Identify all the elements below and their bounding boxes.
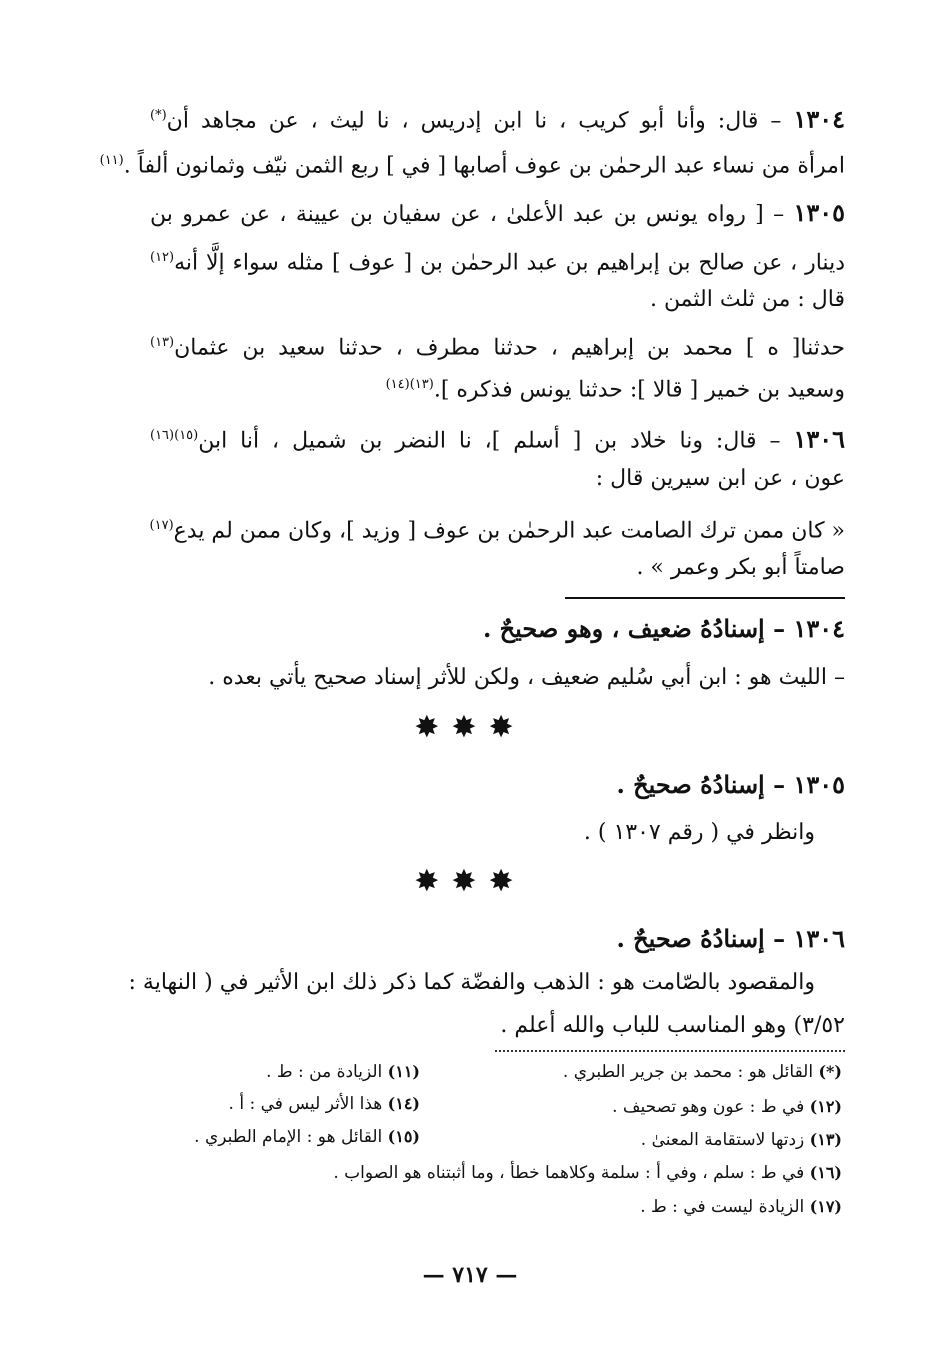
- footnote-text: القائل هو : محمد بن جرير الطبري .: [562, 1062, 814, 1082]
- text-line: [150, 370, 845, 405]
- footnote-text: هذا الأثر ليس في : أ .: [228, 1094, 383, 1114]
- text-run: امرأة من نساء عبد الرحمٰن بن عوف أصابها [ في ] ربع الثمن نيّف وثمانون ألفاً .: [123, 153, 845, 179]
- text-run: – قال: ونا خلاد بن [ أسلم ]، نا النضر بن شميل ، أنا ابن: [198, 428, 781, 454]
- footnote-ref: (١٦): [150, 428, 175, 443]
- footnote-number: (١٤): [387, 1094, 420, 1113]
- hadith-number: ١٣٠٥: [793, 770, 845, 799]
- star-separator: ✸✸✸: [414, 864, 526, 899]
- text-line: [150, 198, 845, 230]
- footnote-ref: (*): [150, 108, 167, 123]
- text-line: [150, 1011, 845, 1041]
- star-separator: ✸✸✸: [414, 710, 526, 745]
- footnote: [641, 1128, 842, 1152]
- footnote: [229, 1092, 420, 1116]
- text-line: [128, 968, 815, 998]
- text-run: وانظر في ( رقم ١٣٠٧ ) .: [583, 820, 815, 845]
- text-run: – الليث هو : ابن أبي سُليم ضعيف ، ولكن للأثر إسناد صحيح يأتي بعده .: [208, 665, 845, 690]
- page-number: — ٧١٧ —: [422, 1262, 518, 1288]
- text-line: [150, 663, 845, 693]
- footnote-number: (١٣): [809, 1130, 842, 1149]
- footnote-number: (١٦): [809, 1163, 842, 1182]
- text-run: – إسنادُهُ صحيحٌ .: [616, 770, 786, 799]
- footnote: [333, 1161, 842, 1185]
- text-line: [150, 553, 845, 583]
- footnote-text: الزيادة من : ط .: [266, 1062, 383, 1082]
- hadith-number: ١٣٠٦: [793, 424, 845, 454]
- text-run: – إسنادُهُ ضعيف ، وهو صحيحٌ .: [482, 614, 786, 643]
- text-run: « كان ممن ترك الصامت عبد الرحمٰن بن عوف [ وزيد ]، وكان ممن لم يدع: [173, 518, 845, 544]
- text-run: دينار ، عن صالح بن إبراهيم بن عبد الرحمٰن بن [ عوف ] مثله سواء إلَّا أنه: [174, 250, 845, 276]
- text-line: [150, 285, 845, 315]
- footnote-number: (١٢): [809, 1097, 842, 1116]
- text-run: قال : من ثلث الثمن .: [649, 287, 845, 312]
- footnote-ref: (١٣): [409, 377, 434, 392]
- text-line: [150, 101, 845, 136]
- hadith-number: ١٣٠٤: [793, 614, 845, 643]
- footnote-ref: (١٧): [149, 518, 174, 533]
- footnote-ref: (١٤): [385, 377, 410, 392]
- text-run: – إسنادُهُ صحيحٌ .: [616, 924, 786, 953]
- footnote-number: (١١): [387, 1062, 420, 1081]
- footnote-ref: (١٣): [150, 335, 175, 350]
- text-line: [150, 243, 845, 278]
- footnote-text: زدتها لاستقامة المعنىٰ .: [640, 1130, 805, 1150]
- text-run: وسعيد بن خمير [ قالا ]: حدثنا يونس فذكره ].: [433, 377, 845, 403]
- footnote-number: (*): [818, 1062, 842, 1081]
- footnote-divider: [495, 1050, 845, 1052]
- footnote-text: في ط : عون وهو تصحيف .: [612, 1097, 805, 1117]
- text-run: – [ رواه يونس بن عبد الأعلىٰ ، عن سفيان بن عيينة ، عن عمرو بن: [150, 202, 785, 227]
- text-run: صامتاً أبو بكر وعمر » .: [636, 555, 845, 580]
- footnote-text: القائل هو : الإمام الطبري .: [194, 1127, 383, 1147]
- text-line: [150, 421, 845, 456]
- footnote-text: في ط : سلم ، وفي أ : سلمة وكلاهما خطأ ، وما أثبتناه هو الصواب .: [333, 1163, 805, 1183]
- commentary-heading: [150, 924, 845, 954]
- text-line: [150, 511, 845, 546]
- footnote-ref: (١٥): [174, 428, 199, 443]
- footnote: [563, 1060, 842, 1084]
- footnote: [266, 1060, 420, 1084]
- text-run: حدثنا[ ه ] محمد بن إبراهيم ، حدثنا مطرف ، حدثنا سعيد بن عثمان: [174, 335, 845, 361]
- footnote-number: (١٥): [387, 1127, 420, 1146]
- footnote: [612, 1095, 842, 1119]
- footnote-number: (١٧): [809, 1197, 842, 1216]
- hadith-number: ١٣٠٥: [793, 198, 846, 227]
- commentary-heading: [150, 614, 845, 644]
- footnote: [194, 1125, 420, 1149]
- text-line: [150, 818, 815, 848]
- commentary-heading: [150, 770, 845, 800]
- text-run: والمقصود بالصّامت هو : الذهب والفضّة كما ذكر ذلك ابن الأثير في ( النهاية :: [128, 970, 815, 995]
- hadith-number: ١٣٠٦: [793, 924, 845, 953]
- footnote-text: الزيادة ليست في : ط .: [640, 1197, 805, 1217]
- text-run: ٣/٥٢) وهو المناسب للباب والله أعلم .: [500, 1013, 845, 1038]
- text-run: عون ، عن ابن سيرين قال :: [595, 466, 845, 491]
- footnote-ref: (١١): [99, 153, 124, 168]
- text-line: [99, 146, 845, 181]
- text-line: [150, 464, 845, 494]
- text-line: [150, 328, 845, 363]
- footnote: [640, 1195, 842, 1219]
- text-run: – قال: وأنا أبو كريب ، نا ابن إدريس ، نا ليث ، عن مجاهد أن: [166, 108, 782, 134]
- footnote-ref: (١٢): [150, 250, 175, 265]
- hadith-number: ١٣٠٤: [793, 104, 845, 134]
- section-divider: [565, 597, 845, 599]
